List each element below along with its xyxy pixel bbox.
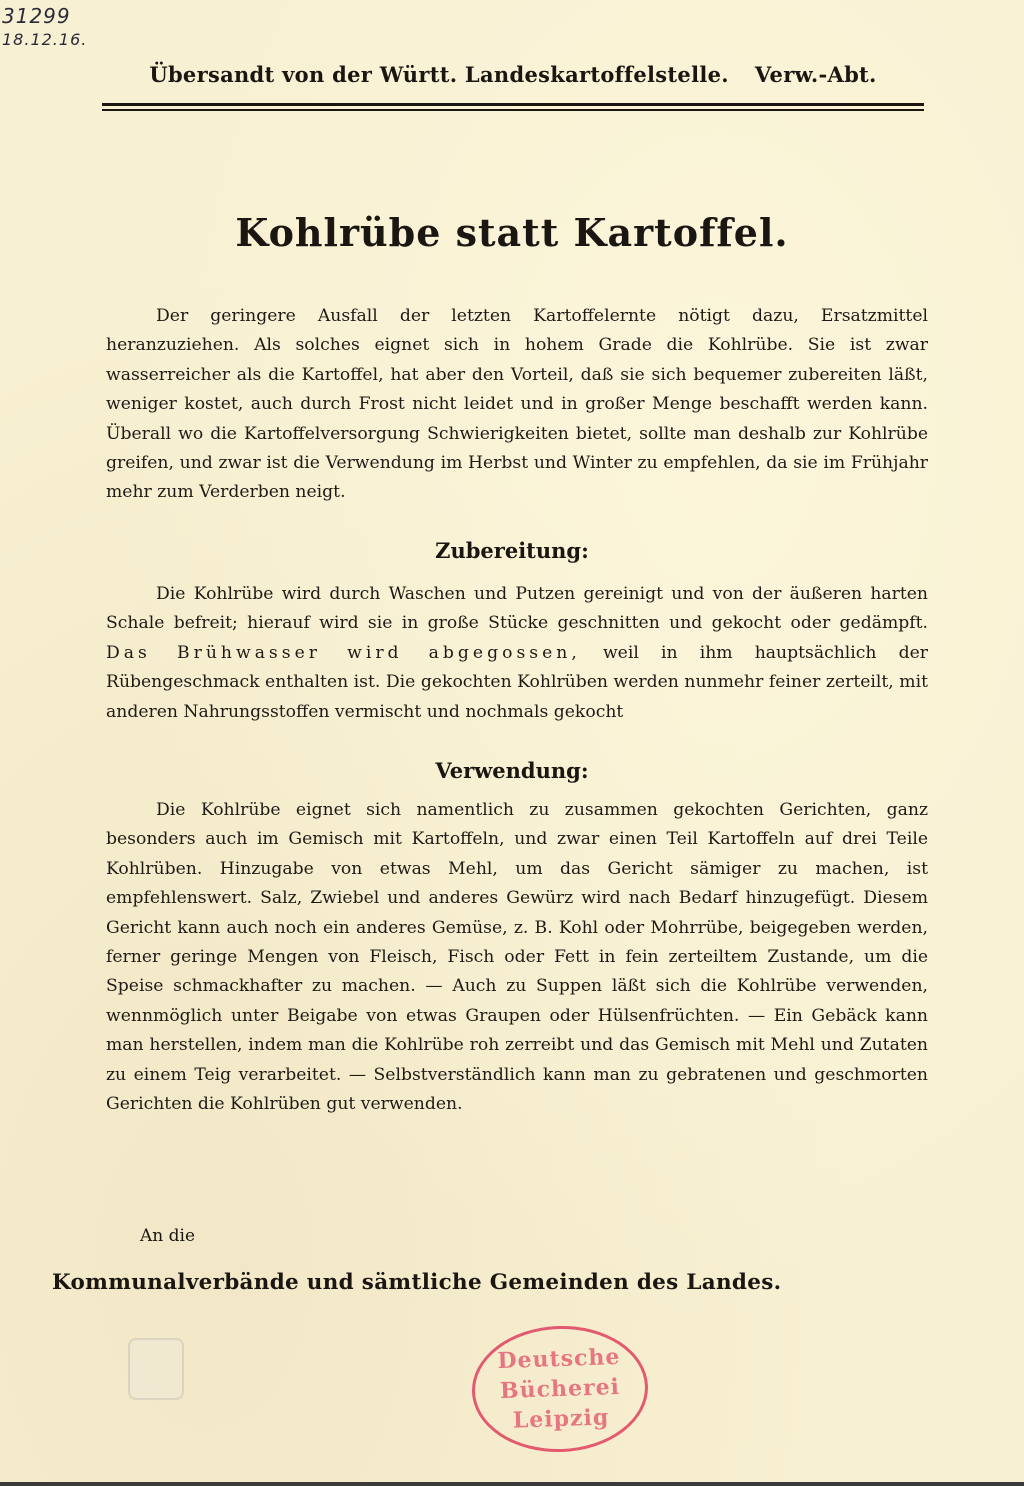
preparation-text-after: weil in ihm hauptsächlich der Rübengeschmack enthalten ist. Die gekochten Kohlrüben werden nunmehr feiner zerteilt, mit anderen Nahrungsstoffen vermischt und nochmals gekocht	[106, 642, 928, 722]
stamp-line-3: Leipzig	[512, 1404, 610, 1434]
stamp-line-1: Deutsche	[497, 1343, 621, 1375]
archive-number: 31299	[2, 4, 71, 28]
sender-name: Übersandt von der Württ. Landeskartoffelstelle.	[149, 62, 729, 87]
addressee-recipients: Kommunalverbände und sämtliche Gemeinden des Landes.	[52, 1270, 782, 1295]
library-stamp	[470, 1323, 650, 1455]
addressee-intro: An die	[140, 1226, 196, 1246]
archive-date: 18.12.16.	[2, 30, 88, 49]
scan-edge	[0, 1482, 1024, 1486]
preparation-text-before: Die Kohlrübe wird durch Waschen und Putzen gereinigt und von der äußeren harten Schale befreit; hierauf wird sie in große Stücke geschnitten und gekocht oder gedämpft.	[106, 584, 928, 634]
blind-embossed-stamp	[128, 1338, 184, 1400]
archive-note	[2, 4, 87, 52]
stamp-line-2: Bücherei	[499, 1373, 621, 1405]
intro-paragraph: Der geringere Ausfall der letzten Kartoffelernte nötigt dazu, Ersatzmittel heranzuziehen. Als solches eignet sich in hohem Grade die Kohlrübe. Sie ist zwar wasserreicher als die Kartoffel, hat aber den Vorteil, daß sie sich bequemer zubereiten läßt, weniger kostet, auch durch Frost nicht leidet und in großer Menge beschafft werden kann. Überall wo die Kartoffelversorgung Schwierigkeiten bietet, sollte man deshalb zur Kohlrübe greifen, und zwar ist die Verwendung im Herbst und Winter zu empfehlen, da sie im Frühjahr mehr zum Verderben neigt.	[106, 306, 928, 503]
sender-line	[100, 62, 926, 87]
document-title: Kohlrübe statt Kartoffel.	[235, 210, 789, 255]
sender-department: Verw.-Abt.	[754, 62, 877, 87]
preparation-emphasis: Das Brühwasser wird abgegossen,	[106, 642, 581, 663]
section-heading-preparation: Zubereitung:	[435, 538, 589, 563]
section-heading-usage: Verwendung:	[435, 758, 589, 783]
preparation-paragraph	[106, 580, 928, 727]
usage-paragraph: Die Kohlrübe eignet sich namentlich zu zusammen gekochten Gerichten, ganz besonders auch im Gemisch mit Kartoffeln, und zwar einen Teil Kartoffeln auf drei Teile Kohlrüben. Hinzugabe von etwas Mehl, um das Gericht sämiger zu machen, ist empfehlenswert. Salz, Zwiebel und anderes Gewürz wird nach Bedarf hinzugefügt. Diesem Gericht kann auch noch ein anderes Gemüse, z. B. Kohl oder Mohrrübe, beigegeben werden, ferner geringe Mengen von Fleisch, Fisch oder Fett in fein zerteiltem Zustande, um die Speise schmackhafter zu machen. — Auch zu Suppen läßt sich die Kohlrübe verwenden, wennmöglich unter Beigabe von etwas Graupen oder Hülsenfrüchten. — Ein Gebäck kann man herstellen, indem man die Kohlrübe roh zerreibt und das Gemisch mit Mehl und Zutaten zu einem Teig verarbeitet. — Selbstverständlich kann man zu gebratenen und geschmorten Gerichten die Kohlrüben gut verwenden.	[106, 800, 928, 1115]
header-rule-thick	[102, 103, 924, 106]
header-rule-thin	[102, 109, 924, 111]
